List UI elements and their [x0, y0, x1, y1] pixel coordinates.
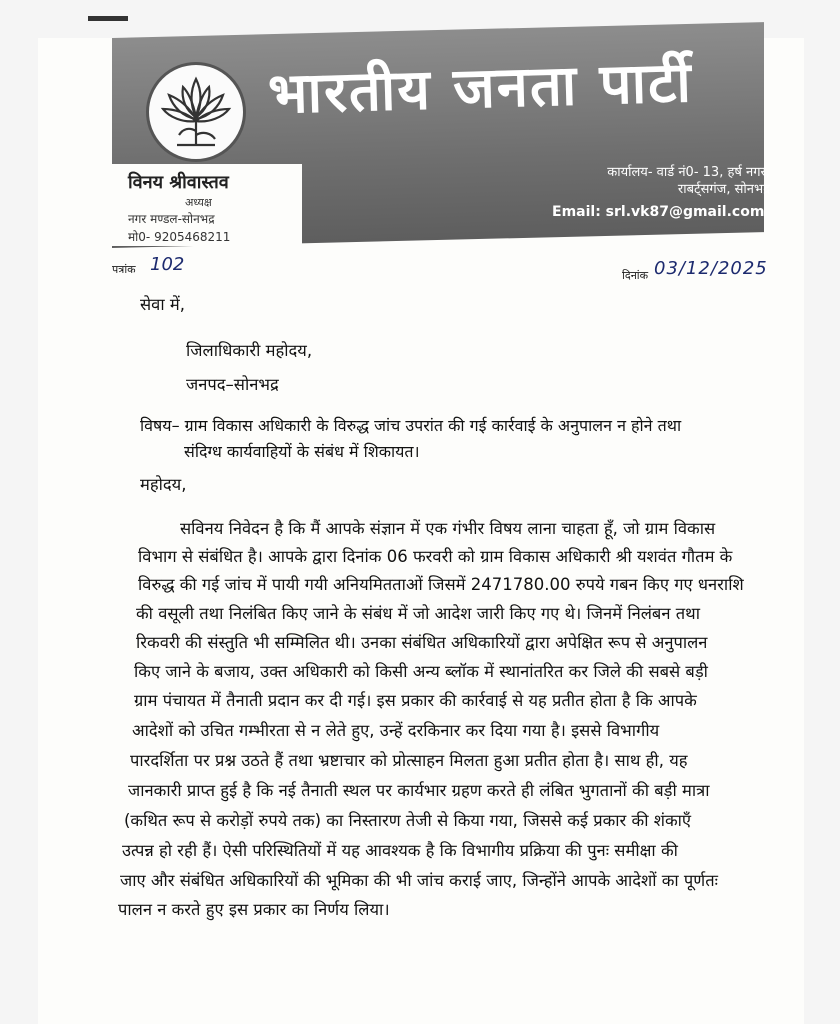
dinank-label: दिनांक — [622, 269, 649, 282]
lotus-icon — [159, 73, 233, 151]
body-line: किए जाने के बजाय, उक्त अधिकारी को किसी अन्य ब्लॉक में स्थानांतरित कर जिले की सबसे बड़ी — [134, 662, 708, 681]
sender-name: विनय श्रीवास्तव — [128, 172, 229, 193]
dinank-value: 03/12/2025 — [654, 258, 768, 279]
body-line: विभाग से संबंधित है। आपके द्वारा दिनांक 06 फरवरी को ग्राम विकास अधिकारी श्री यशवंत गौतम के — [138, 547, 733, 566]
district: जनपद–सोनभद्र — [186, 375, 279, 394]
body-line: जानकारी प्राप्त हुई है कि नई तैनाती स्थल पर कार्यभार ग्रहण करते ही लंबित भुगतानों की बड़ी मात्रा — [128, 781, 710, 800]
body-line: जाए और संबंधित अधिकारियों की भूमिका की भी जांच कराई जाए, जिन्होंने आपके आदेशों का पूर्णतः — [120, 871, 718, 890]
subject-line-2: संदिग्ध कार्यवाहियों के संबंध में शिकायत। — [184, 442, 420, 461]
office-line-2: राबर्ट्सगंज, सोनभद्र — [677, 182, 770, 197]
party-name: भारतीय जनता पार्टी — [267, 50, 694, 127]
lotus-logo — [146, 62, 246, 162]
sender-mobile: मो0- 9205468211 — [128, 230, 231, 244]
body-line: रिकवरी की संस्तुति भी सम्मिलित थी। उनका संबंधित अधिकारियों द्वारा अपेक्षित रूप से अनुपालन — [136, 633, 708, 652]
body-line: पालन न करते हुए इस प्रकार का निर्णय लिया। — [118, 900, 390, 919]
body-line: पारदर्शिता पर प्रश्न उठते हैं तथा भ्रष्टाचार को प्रोत्साहन मिलता हुआ प्रतीत होता है। साथ ही, यह — [130, 751, 688, 770]
greeting: महोदय, — [140, 475, 187, 494]
body-line: (कथित रूप से करोड़ों रुपये तक) का निस्तारण तेजी से किया गया, जिससे कई प्रकार की शंकाएँ — [124, 811, 692, 830]
body-line: उत्पन्न हो रही हैं। ऐसी परिस्थितियों में यह आवश्यक है कि विभागीय प्रक्रिया की पुनः समीक्षा की — [122, 841, 678, 860]
body-line: आदेशों को उचित गम्भीरता से न लेते हुए, उन्हें दरकिनार कर दिया गया है। इससे विभागीय — [132, 721, 660, 740]
patrank-label: पत्रांक — [112, 263, 136, 276]
body-line: ग्राम पंचायत में तैनाती प्रदान कर दी गई। इस प्रकार की कार्रवाई से यह प्रतीत होता है कि आपके — [134, 691, 697, 710]
office-line-1: कार्यालय- वार्ड नं0- 13, हर्ष नगर, — [607, 165, 770, 180]
screen-bar — [88, 16, 128, 21]
body-line: सविनय निवेदन है कि मैं आपके संज्ञान में एक गंभीर विषय लाना चाहता हूँ, जो ग्राम विकास — [180, 519, 716, 538]
sender-role: अध्यक्ष — [185, 196, 212, 209]
office-address — [540, 164, 770, 198]
subject-line-1: विषय– ग्राम विकास अधिकारी के विरुद्ध जांच उपरांत की गई कार्रवाई के अनुपालन न होने तथा — [140, 416, 682, 435]
addressee: जिलाधिकारी महोदय, — [186, 341, 313, 360]
patrank-value: 102 — [150, 254, 185, 275]
body-line: विरुद्ध की गई जांच में पायी गयी अनियमितताओं जिसमें 2471780.00 रुपये गबन किए गए धनराशि — [138, 575, 744, 594]
sender-area: नगर मण्डल-सोनभद्र — [128, 212, 215, 226]
body-line: की वसूली तथा निलंबित किए जाने के संबंध में जो आदेश जारी किए गए थे। जिनमें निलंबन तथा — [136, 604, 700, 623]
email: Email: srl.vk87@gmail.com — [552, 204, 765, 220]
salutation-to: सेवा में, — [140, 295, 185, 314]
